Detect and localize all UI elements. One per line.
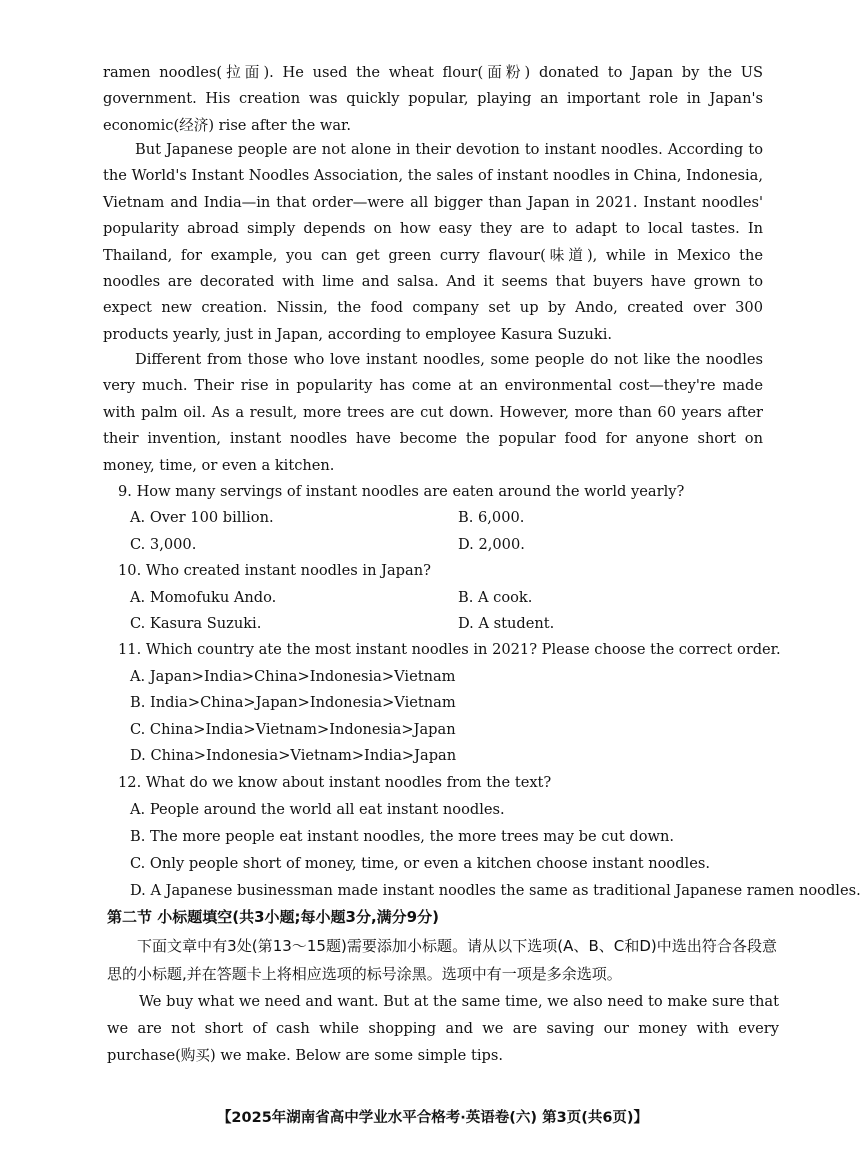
question-11-option-b[interactable]: B. India>China>Japan>Indonesia>Vietnam bbox=[130, 694, 456, 711]
question-9-option-b[interactable]: B. 6,000. bbox=[458, 509, 525, 526]
question-10-stem: 10. Who created instant noodles in Japan? bbox=[118, 562, 431, 579]
question-12-option-a[interactable]: A. People around the world all eat instant noodles. bbox=[130, 801, 505, 818]
question-12-option-c[interactable]: C. Only people short of money, time, or even a kitchen choose instant noodles. bbox=[130, 855, 710, 872]
section-2-instruction: 下面文章中有3处(第13～15题)需要添加小标题。请从以下选项(A、B、C和D)中选出符合各段意思的小标题,并在答题卡上将相应选项的标号涂黑。选项中有一项是多余选项。 bbox=[107, 937, 777, 983]
section-2-intro-paragraph: We buy what we need and want. But at the same time, we also need to make sure that we are not short of cash while shopping and we are saving our money with every purchase(购买) we make. Below are some simple tips. bbox=[107, 993, 779, 1064]
question-11-option-c[interactable]: C. China>India>Vietnam>Indonesia>Japan bbox=[130, 721, 456, 738]
question-9-stem: 9. How many servings of instant noodles are eaten around the world yearly? bbox=[118, 483, 685, 500]
question-9-option-c[interactable]: C. 3,000. bbox=[130, 536, 197, 553]
passage-paragraph-1: ramen noodles(拉面). He used the wheat flour(面粉) donated to Japan by the US government. His creation was quickly popular, playing an important role in Japan's economic(经济) rise after the war. bbox=[103, 64, 763, 134]
question-9-option-a[interactable]: A. Over 100 billion. bbox=[130, 509, 274, 526]
question-11-option-d[interactable]: D. China>Indonesia>Vietnam>India>Japan bbox=[130, 747, 457, 764]
section-2-heading: 第二节 小标题填空(共3小题;每小题3分,满分9分) bbox=[107, 908, 439, 926]
question-12-option-b[interactable]: B. The more people eat instant noodles, the more trees may be cut down. bbox=[130, 828, 675, 845]
page-footer: 【2025年湖南省高中学业水平合格考·英语卷(六) 第3页(共6页)】 bbox=[216, 1110, 649, 1126]
question-11-option-a[interactable]: A. Japan>India>China>Indonesia>Vietnam bbox=[130, 668, 456, 685]
question-10-option-b[interactable]: B. A cook. bbox=[458, 589, 533, 606]
question-10-option-a[interactable]: A. Momofuku Ando. bbox=[130, 589, 277, 606]
passage-paragraph-2: But Japanese people are not alone in their devotion to instant noodles. According to the World's Instant Noodles Association, the sales of instant noodles in China, Indonesia, Vietnam and India—in that order—were all bigger than Japan in 2021. Instant noodles' popularity abroad simply depends on how easy they are to adapt to local tastes. In Thailand, for example, you can get green curry flavour(味道), while in Mexico the noodles are decorated with lime and salsa. And it seems that buyers have grown to expect new creation. Nissin, the food company set up by Ando, created over 300 products yearly, just in Japan, according to employee Kasura Suzuki. bbox=[103, 141, 763, 343]
question-9-option-d[interactable]: D. 2,000. bbox=[458, 536, 525, 553]
question-10-option-d[interactable]: D. A student. bbox=[458, 615, 555, 632]
question-10-option-c[interactable]: C. Kasura Suzuki. bbox=[130, 615, 262, 632]
question-11-stem: 11. Which country ate the most instant noodles in 2021? Please choose the correct order. bbox=[118, 641, 781, 658]
passage-paragraph-3: Different from those who love instant noodles, some people do not like the noodles very much. Their rise in popularity has come at an environmental cost—they're made with palm oil. As a result, more trees are cut down. However, more than 60 years after their invention, instant noodles have become the popular food for anyone short on money, time, or even a kitchen. bbox=[103, 351, 763, 474]
question-12-option-d[interactable]: D. A Japanese businessman made instant noodles the same as traditional Japanese ramen noodles. bbox=[130, 882, 861, 899]
question-12-stem: 12. What do we know about instant noodles from the text? bbox=[118, 774, 552, 791]
